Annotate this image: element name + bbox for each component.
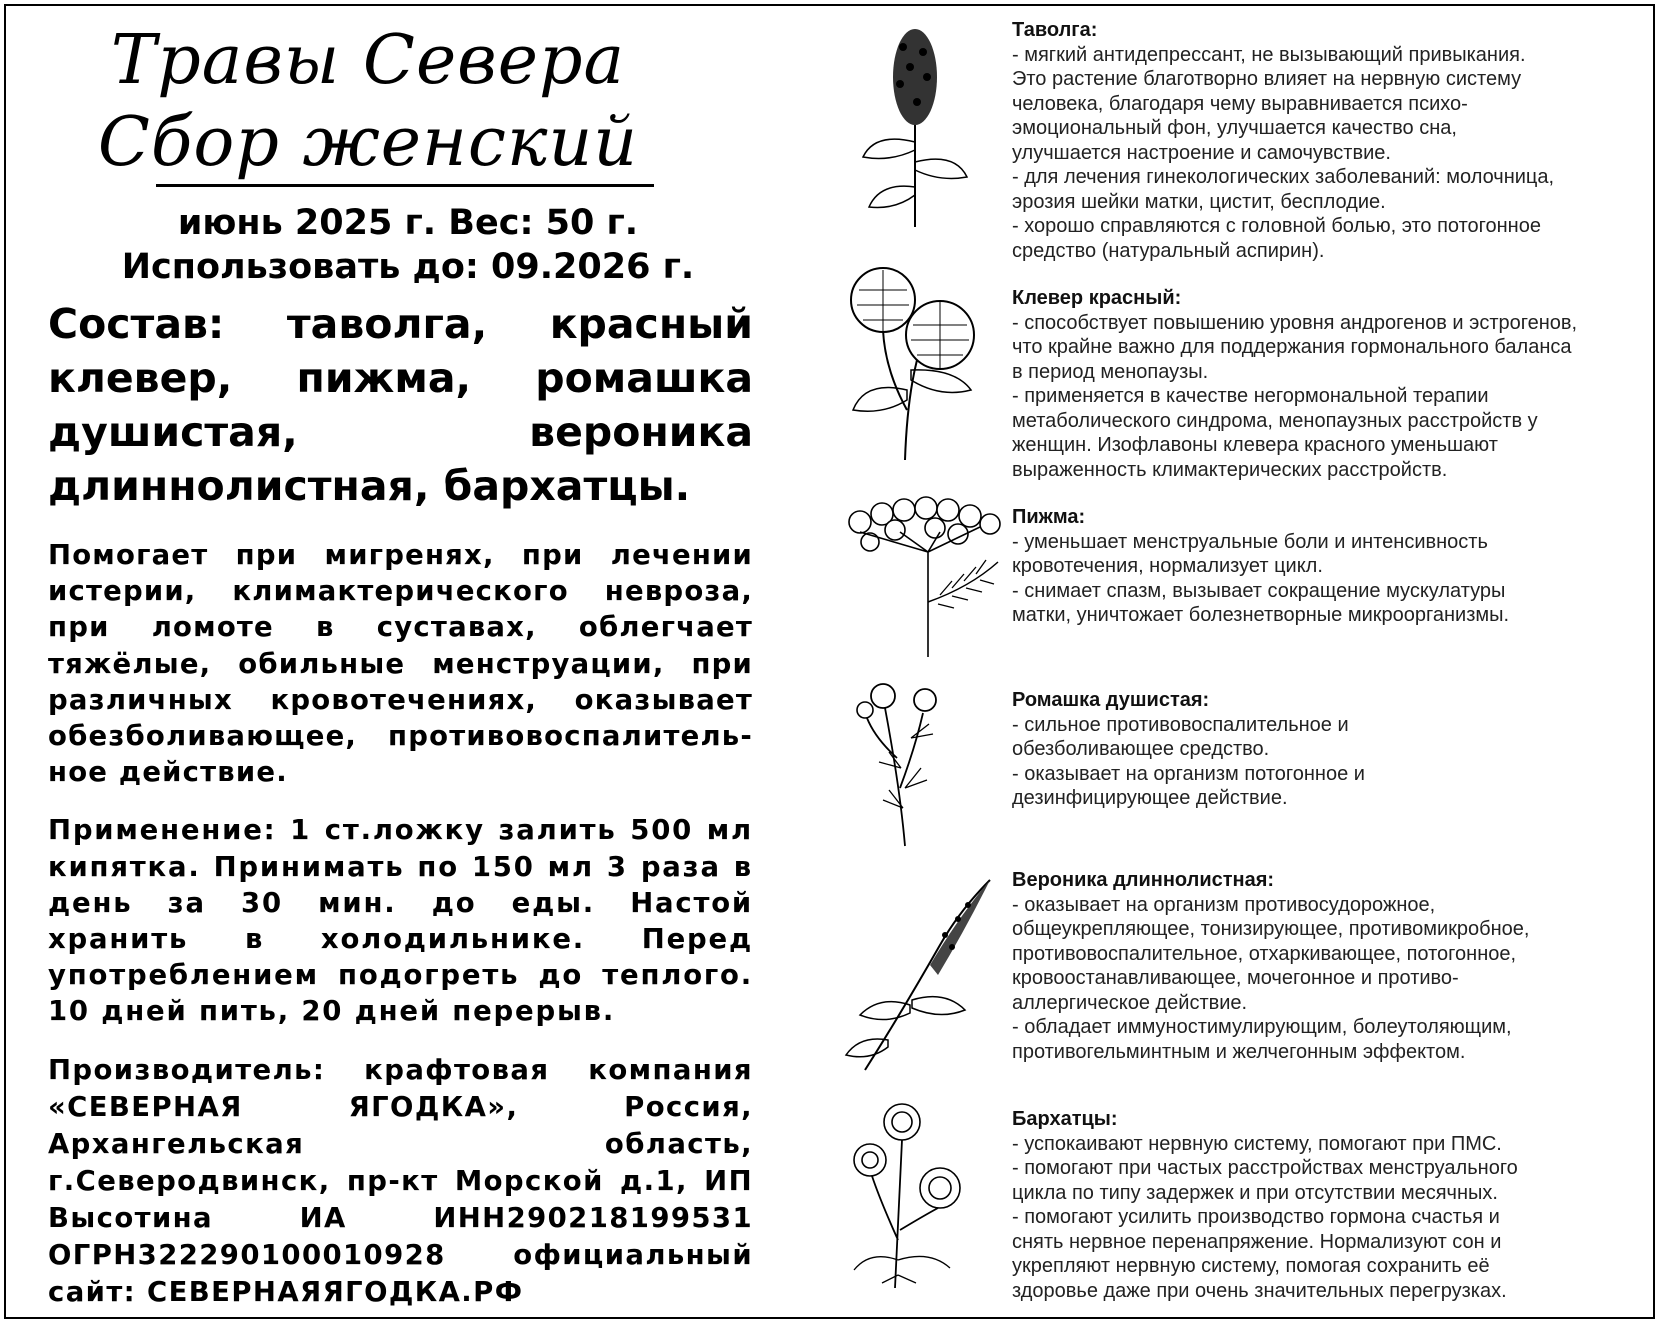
- use-by-date: Использовать до: 09.2026 г.: [121, 247, 695, 287]
- herb-line: общеукрепляющее, тонизирующее, противомикробное,: [1012, 918, 1530, 940]
- brand-title: [0, 20, 768, 184]
- herb-line: - снимает спазм, вызывает сокращение мускулатуры: [1012, 579, 1506, 602]
- herb-meadowsweet: [1012, 18, 1637, 263]
- herb-line: метаболического синдрома, менопаузных расстройств у: [1012, 409, 1538, 432]
- usage-text: Применение: 1 ст.ложку залить 500 мл кипятка. Принимать по 150 мл 3 раза в день за 30 мин. до еды. Настой хранить в холодильнике. Перед употреблением подогреть до теплого. 10 дней пить, 20 дней перерыв.: [48, 814, 753, 1028]
- herb-chamomile: [1012, 688, 1637, 811]
- chamomile-illustration: [845, 668, 970, 848]
- veronica-illustration: [840, 875, 1000, 1075]
- herb-line: цикла по типу задержек и при отсутствии месячных.: [1012, 1181, 1498, 1204]
- herb-marigold: [1012, 1107, 1637, 1303]
- manufacturer-text: Производитель: крафтовая компания «СЕВЕРНАЯ ЯГОДКА», Россия, Архангельская область, г.Северодвинск, пр-кт Морской д.1, ИП Высотина ИА ИНН290218199531 ОГРН322290100010928 официальный сайт: СЕВЕРНАЯЯГОДКА.РФ: [48, 1053, 753, 1308]
- herb-title: Таволга:: [1012, 19, 1098, 41]
- herb-line: - способствует повышению уровня андрогенов и эстрогенов,: [1012, 311, 1578, 334]
- marigold-illustration: [840, 1100, 980, 1290]
- herb-line: женщин. Изофлавоны клевера красного уменьшают: [1012, 434, 1498, 456]
- herb-line: эмоциональный фон, улучшается качество сна,: [1012, 117, 1457, 139]
- herb-line: укрепляют нервную систему, помогая сохранить её: [1012, 1255, 1490, 1277]
- herb-line: что крайне важно для поддержания гормонального баланса: [1012, 336, 1572, 358]
- herb-line: - оказывает на организм противосудорожное,: [1012, 893, 1436, 916]
- herb-title: Пижма:: [1012, 506, 1086, 528]
- herb-line: Это растение благотворно влияет на нервную систему: [1012, 68, 1522, 90]
- herb-line: - оказывает на организм потогонное и: [1012, 762, 1365, 785]
- meadowsweet-illustration: [855, 22, 975, 232]
- herb-line: обезболивающее средство.: [1012, 738, 1270, 760]
- herb-line: эрозия шейки матки, цистит, бесплодие.: [1012, 190, 1386, 213]
- herb-line: аллергическое действие.: [1012, 991, 1248, 1014]
- herb-line: - применяется в качестве негормональной терапии: [1012, 385, 1489, 407]
- herb-title: Бархатцы:: [1012, 1108, 1118, 1130]
- brand-underline: [156, 184, 654, 187]
- herb-line: - помогают усилить производство гормона счастья и: [1012, 1206, 1500, 1228]
- herb-line: - уменьшает менструальные боли и интенсивность: [1012, 530, 1488, 553]
- herb-line: кровотечения, нормализует цикл.: [1012, 555, 1323, 577]
- herb-line: выраженность климактерических расстройств.: [1012, 458, 1448, 481]
- herb-line: - успокаивают нервную систему, помогают при ПМС.: [1012, 1132, 1502, 1155]
- herb-line: - сильное противовоспалительное и: [1012, 713, 1349, 736]
- herb-line: - хорошо справляются с головной болью, это потогонное: [1012, 215, 1541, 237]
- herb-line: в период менопаузы.: [1012, 360, 1209, 383]
- herb-title: Вероника длиннолистная:: [1012, 869, 1275, 891]
- herb-line: противогельминтным и желчегонным эффектом.: [1012, 1040, 1466, 1063]
- herb-tansy: [1012, 505, 1637, 628]
- herb-line: матки, уничтожает болезнетворные микроорганизмы.: [1012, 604, 1510, 626]
- herb-line: - мягкий антидепрессант, не вызывающий привыкания.: [1012, 43, 1526, 66]
- herb-line: кровоостанавливающее, мочегонное и противо-: [1012, 967, 1459, 989]
- red-clover-illustration: [845, 250, 985, 465]
- herb-line: - обладает иммуностимулирующим, болеутоляющим,: [1012, 1016, 1512, 1038]
- herb-line: человека, благодаря чему выравнивается психо-: [1012, 92, 1468, 115]
- herb-line: противовоспалительное, отхаркивающее, потогонное,: [1012, 942, 1517, 965]
- left-column: [48, 20, 768, 1311]
- dates-block: [8, 201, 808, 289]
- herb-line: улучшается настроение и самочувствие.: [1012, 141, 1391, 164]
- herb-red-clover: [1012, 286, 1637, 482]
- production-date-weight: июнь 2025 г. Вес: 50 г.: [177, 203, 639, 243]
- benefits-text: Помогает при мигренях, при лечении истерии, климактерического невроза, при ломоте в суставах, облегчает тяжёлые, обильные менструации, при различных кровотечениях, оказывает обезболивающее, противовоспалитель-ное действие.: [48, 539, 753, 789]
- herb-title: Клевер красный:: [1012, 287, 1182, 309]
- herb-line: снять нервное перенапряжение. Нормализуют сон и: [1012, 1230, 1502, 1253]
- brand-line-2: Сбор женский: [97, 103, 639, 182]
- herb-line: дезинфицирующее действие.: [1012, 787, 1288, 809]
- herb-line: средство (натуральный аспирин).: [1012, 239, 1325, 262]
- herb-line: - для лечения гинекологических заболеваний: молочница,: [1012, 166, 1555, 188]
- herb-title: Ромашка душистая:: [1012, 689, 1210, 711]
- herb-veronica: [1012, 868, 1637, 1064]
- herb-line: - помогают при частых расстройствах менструального: [1012, 1157, 1518, 1179]
- composition-text: Состав: таволга, красный клевер, пижма, ромашка душистая, вероника длиннолистная, бархатцы.: [48, 300, 753, 510]
- tansy-illustration: [840, 492, 1010, 662]
- brand-line-1: Травы Севера: [110, 21, 626, 100]
- herb-line: здоровье даже при очень значительных перегрузках.: [1012, 1279, 1507, 1302]
